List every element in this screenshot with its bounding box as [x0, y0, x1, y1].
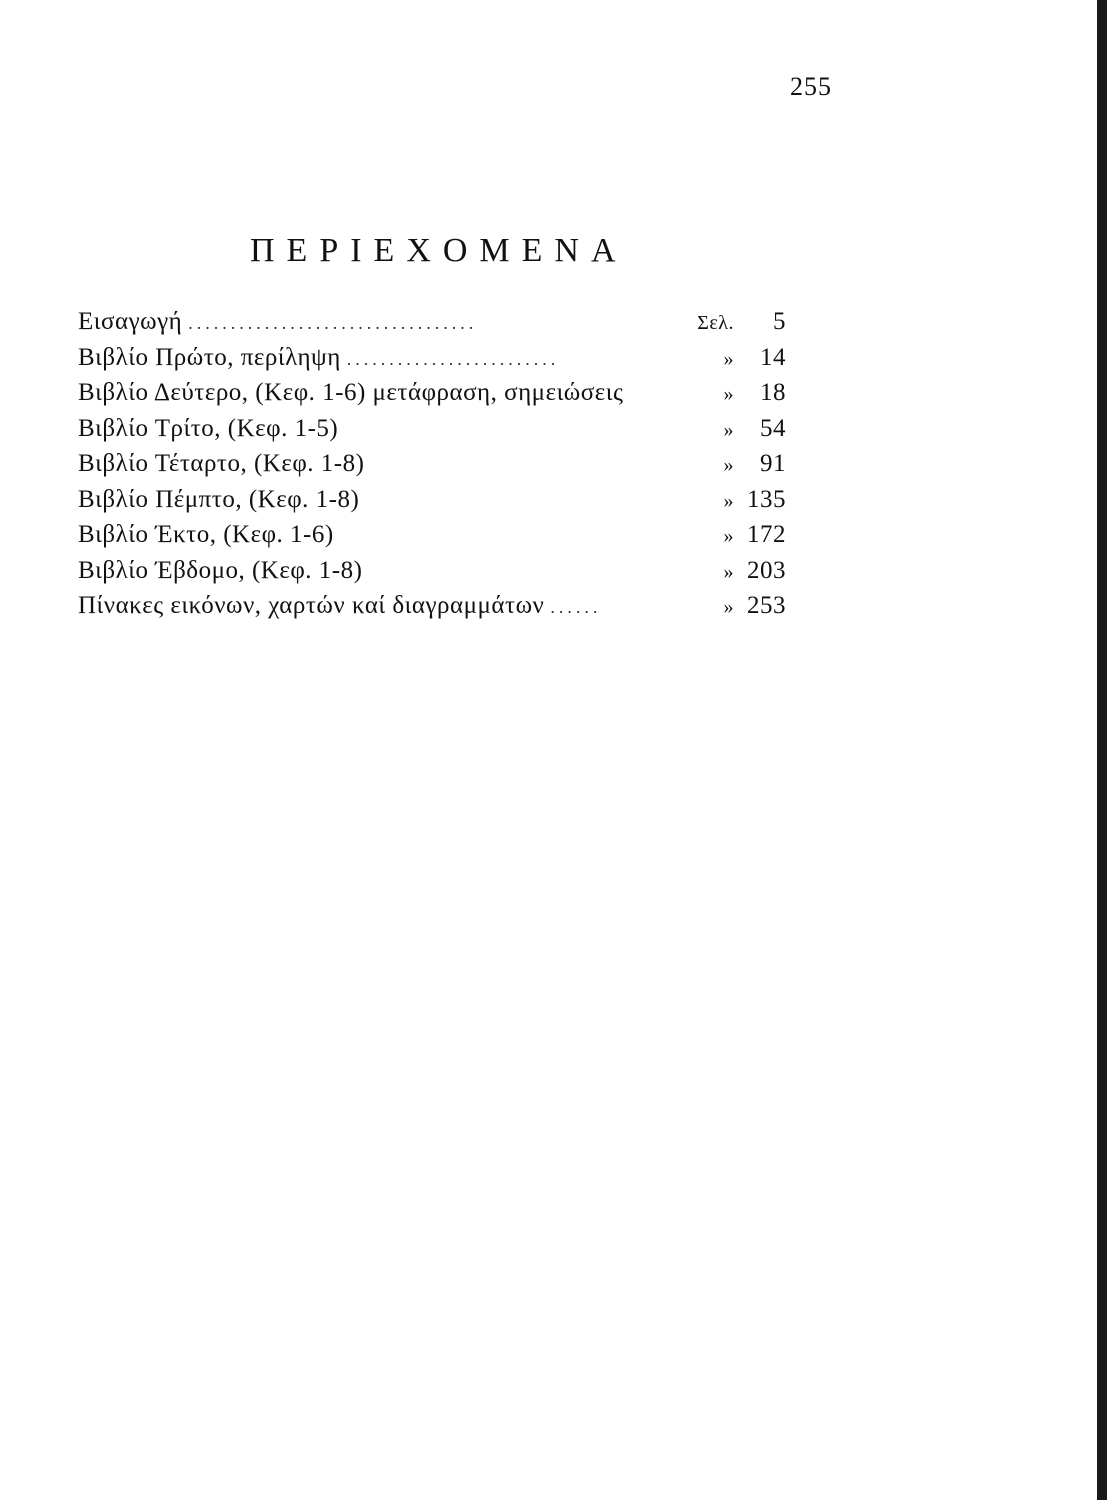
ditto-marker: » — [723, 347, 734, 370]
toc-entry-text: Βιβλίο Πέμπτο, (Κεφ. 1-8) — [78, 485, 360, 513]
dot-leader: .................................. — [188, 313, 478, 333]
toc-entry-text: Βιβλίο Τέταρτο, (Κεφ. 1-8) — [78, 450, 365, 477]
toc-page-number: 172 — [747, 521, 786, 548]
page-marker: Σελ. — [697, 312, 734, 334]
toc-page-number: 91 — [760, 450, 786, 477]
toc-entry-book-6 — [78, 521, 786, 557]
toc-page-number: 5 — [773, 308, 786, 335]
toc-page-number: 18 — [760, 379, 786, 406]
toc-entry-text: Εισαγωγή — [78, 308, 183, 335]
page-number: 255 — [790, 72, 832, 101]
toc-entry-text: Πίνακες εικόνων, χαρτών καί διαγραμμάτων — [78, 592, 545, 619]
ditto-marker: » — [723, 489, 734, 512]
toc-entry-book-5 — [78, 486, 786, 522]
toc-entry-book-3 — [78, 415, 786, 451]
ditto-marker: » — [723, 454, 734, 476]
dot-leader: ...... — [550, 597, 602, 617]
page-title: ΠΕΡΙΕΧΟΜΕΝΑ — [250, 232, 628, 269]
toc-entry-book-4 — [78, 450, 786, 486]
toc-entry-text: Βιβλίο Τρίτο, (Κεφ. 1-5) — [78, 414, 339, 442]
dot-leader: ......................... — [346, 348, 560, 369]
toc-page-number: 253 — [747, 592, 786, 619]
toc-entry-book-2 — [78, 379, 786, 415]
toc-page-number: 54 — [760, 414, 786, 442]
toc-entry-text: Βιβλίο Έκτο, (Κεφ. 1-6) — [78, 521, 334, 548]
ditto-marker: » — [723, 418, 734, 441]
toc-entry-book-1 — [78, 344, 786, 380]
toc-entry-text: Βιβλίο Δεύτερο, (Κεφ. 1-6) μετάφραση, σημειώσεις — [78, 379, 624, 406]
toc-entry-introduction — [78, 308, 786, 344]
toc-entry-text: Βιβλίο Έβδομο, (Κεφ. 1-8) — [78, 556, 363, 584]
ditto-marker: » — [723, 525, 734, 547]
ditto-marker: » — [723, 560, 734, 583]
toc-entry-book-7 — [78, 557, 786, 593]
toc-page-number: 135 — [747, 485, 786, 513]
table-of-contents — [78, 308, 786, 628]
toc-entry-illustrations-index — [78, 592, 786, 628]
ditto-marker: » — [723, 596, 734, 618]
toc-page-number: 14 — [760, 343, 786, 371]
toc-page-number: 203 — [747, 556, 786, 584]
toc-entry-text: Βιβλίο Πρώτο, περίληψη — [78, 343, 341, 371]
ditto-marker: » — [723, 383, 734, 405]
page-edge-shadow — [1097, 0, 1107, 1500]
